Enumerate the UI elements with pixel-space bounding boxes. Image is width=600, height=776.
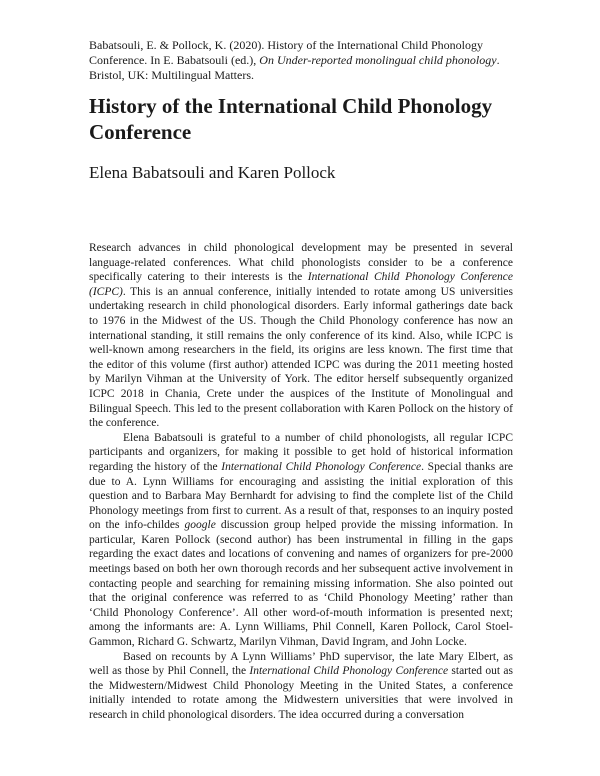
citation xyxy=(89,38,519,83)
italic-conference-name: International Child Phonology Conference (ICPC) xyxy=(89,271,513,298)
paragraph-text: . Special thanks are due to A. Lynn Williams for encouraging and assisting the initial exploration of this question and to Barbara May Bernhardt for advising to find the complete list of the Child Phonology meetings from first to current. As a result of that, responses to an inquiry posted on the info-childes xyxy=(89,460,514,532)
paragraph-3 xyxy=(89,650,513,723)
body-text xyxy=(89,241,513,723)
paragraph-text: Elena Babatsouli is grateful to a number of child phonologists, all regular ICPC participants and organizers, for making it possible to get hold of historical information regarding the history of the xyxy=(89,431,513,473)
paragraph-2 xyxy=(89,431,513,650)
italic-google: google xyxy=(184,519,216,532)
italic-conference-name: International Child Phonology Conference xyxy=(249,665,449,678)
authors: Elena Babatsouli and Karen Pollock xyxy=(89,163,336,182)
citation-publisher: . Bristol, UK: Multilingual Matters. xyxy=(89,53,500,82)
citation-text: Babatsouli, E. & Pollock, K. (2020). History of the International Child Phonology Conference. In E. Babatsouli (ed.), xyxy=(89,38,483,67)
paragraph-1 xyxy=(89,241,513,431)
paragraph-text: started out as the Midwestern/Midwest Child Phonology Meeting in the United States, a conference initially intended to rotate among the Midwestern universities that were involved in research in child phonological disorders. The idea occurred during a conversation xyxy=(89,665,514,721)
paragraph-text: discussion group helped provide the missing information. In particular, Karen Pollock (second author) has been instrumental in filling in the gaps regarding the exact dates and locations of convening and names of organizers for pre-2000 meetings based on both her own thorough records and her subsequent active involvement in contacting people and searching for remaining missing information. She also pointed out that the original conference was referred to as ‘Child Phonology Meeting’ rather than ‘Child Phonology Conference’. All other word-of-mouth information is presented next; among the informants are: A. Lynn Williams, Phil Connell, Karen Pollock, Carol Stoel-Gammon, Richard G. Schwartz, Marilyn Vihman, David Ingram, and John Locke. xyxy=(89,519,513,649)
paragraph-text: Research advances in child phonological development may be presented in several language-related conferences. What child phonologists consider to be a conference specifically catering to their interests is the xyxy=(89,242,513,284)
paragraph-text: Based on recounts by A Lynn Williams’ PhD supervisor, the late Mary Elbert, as well as those by Phil Connell, the xyxy=(89,650,513,678)
page-title: History of the International Child Phonology Conference xyxy=(89,94,493,144)
paragraph-text: . This is an annual conference, initially intended to rotate among US universities undertaking research in child phonological disorders. Early informal gatherings date back to 1976 in the Midwest of the US. Though the Child Phonology conference has now an international standing, it still remains the only conference of its kind. Also, while ICPC is well-known among researchers in the field, its origins are less known. The first time that the editor of this volume (first author) attended ICPC was during the 2011 meeting hosted by Marilyn Vihman at the University of York. The editor herself subsequently organized ICPC 2018 in Chania, Crete under the auspices of the Institute of Monolingual and Bilingual Speech. This led to the present collaboration with Karen Pollock on the history of the conference. xyxy=(89,285,513,430)
italic-conference-name: International Child Phonology Conference xyxy=(221,460,422,473)
citation-book-title: On Under-reported monolingual child phonology xyxy=(259,53,497,67)
